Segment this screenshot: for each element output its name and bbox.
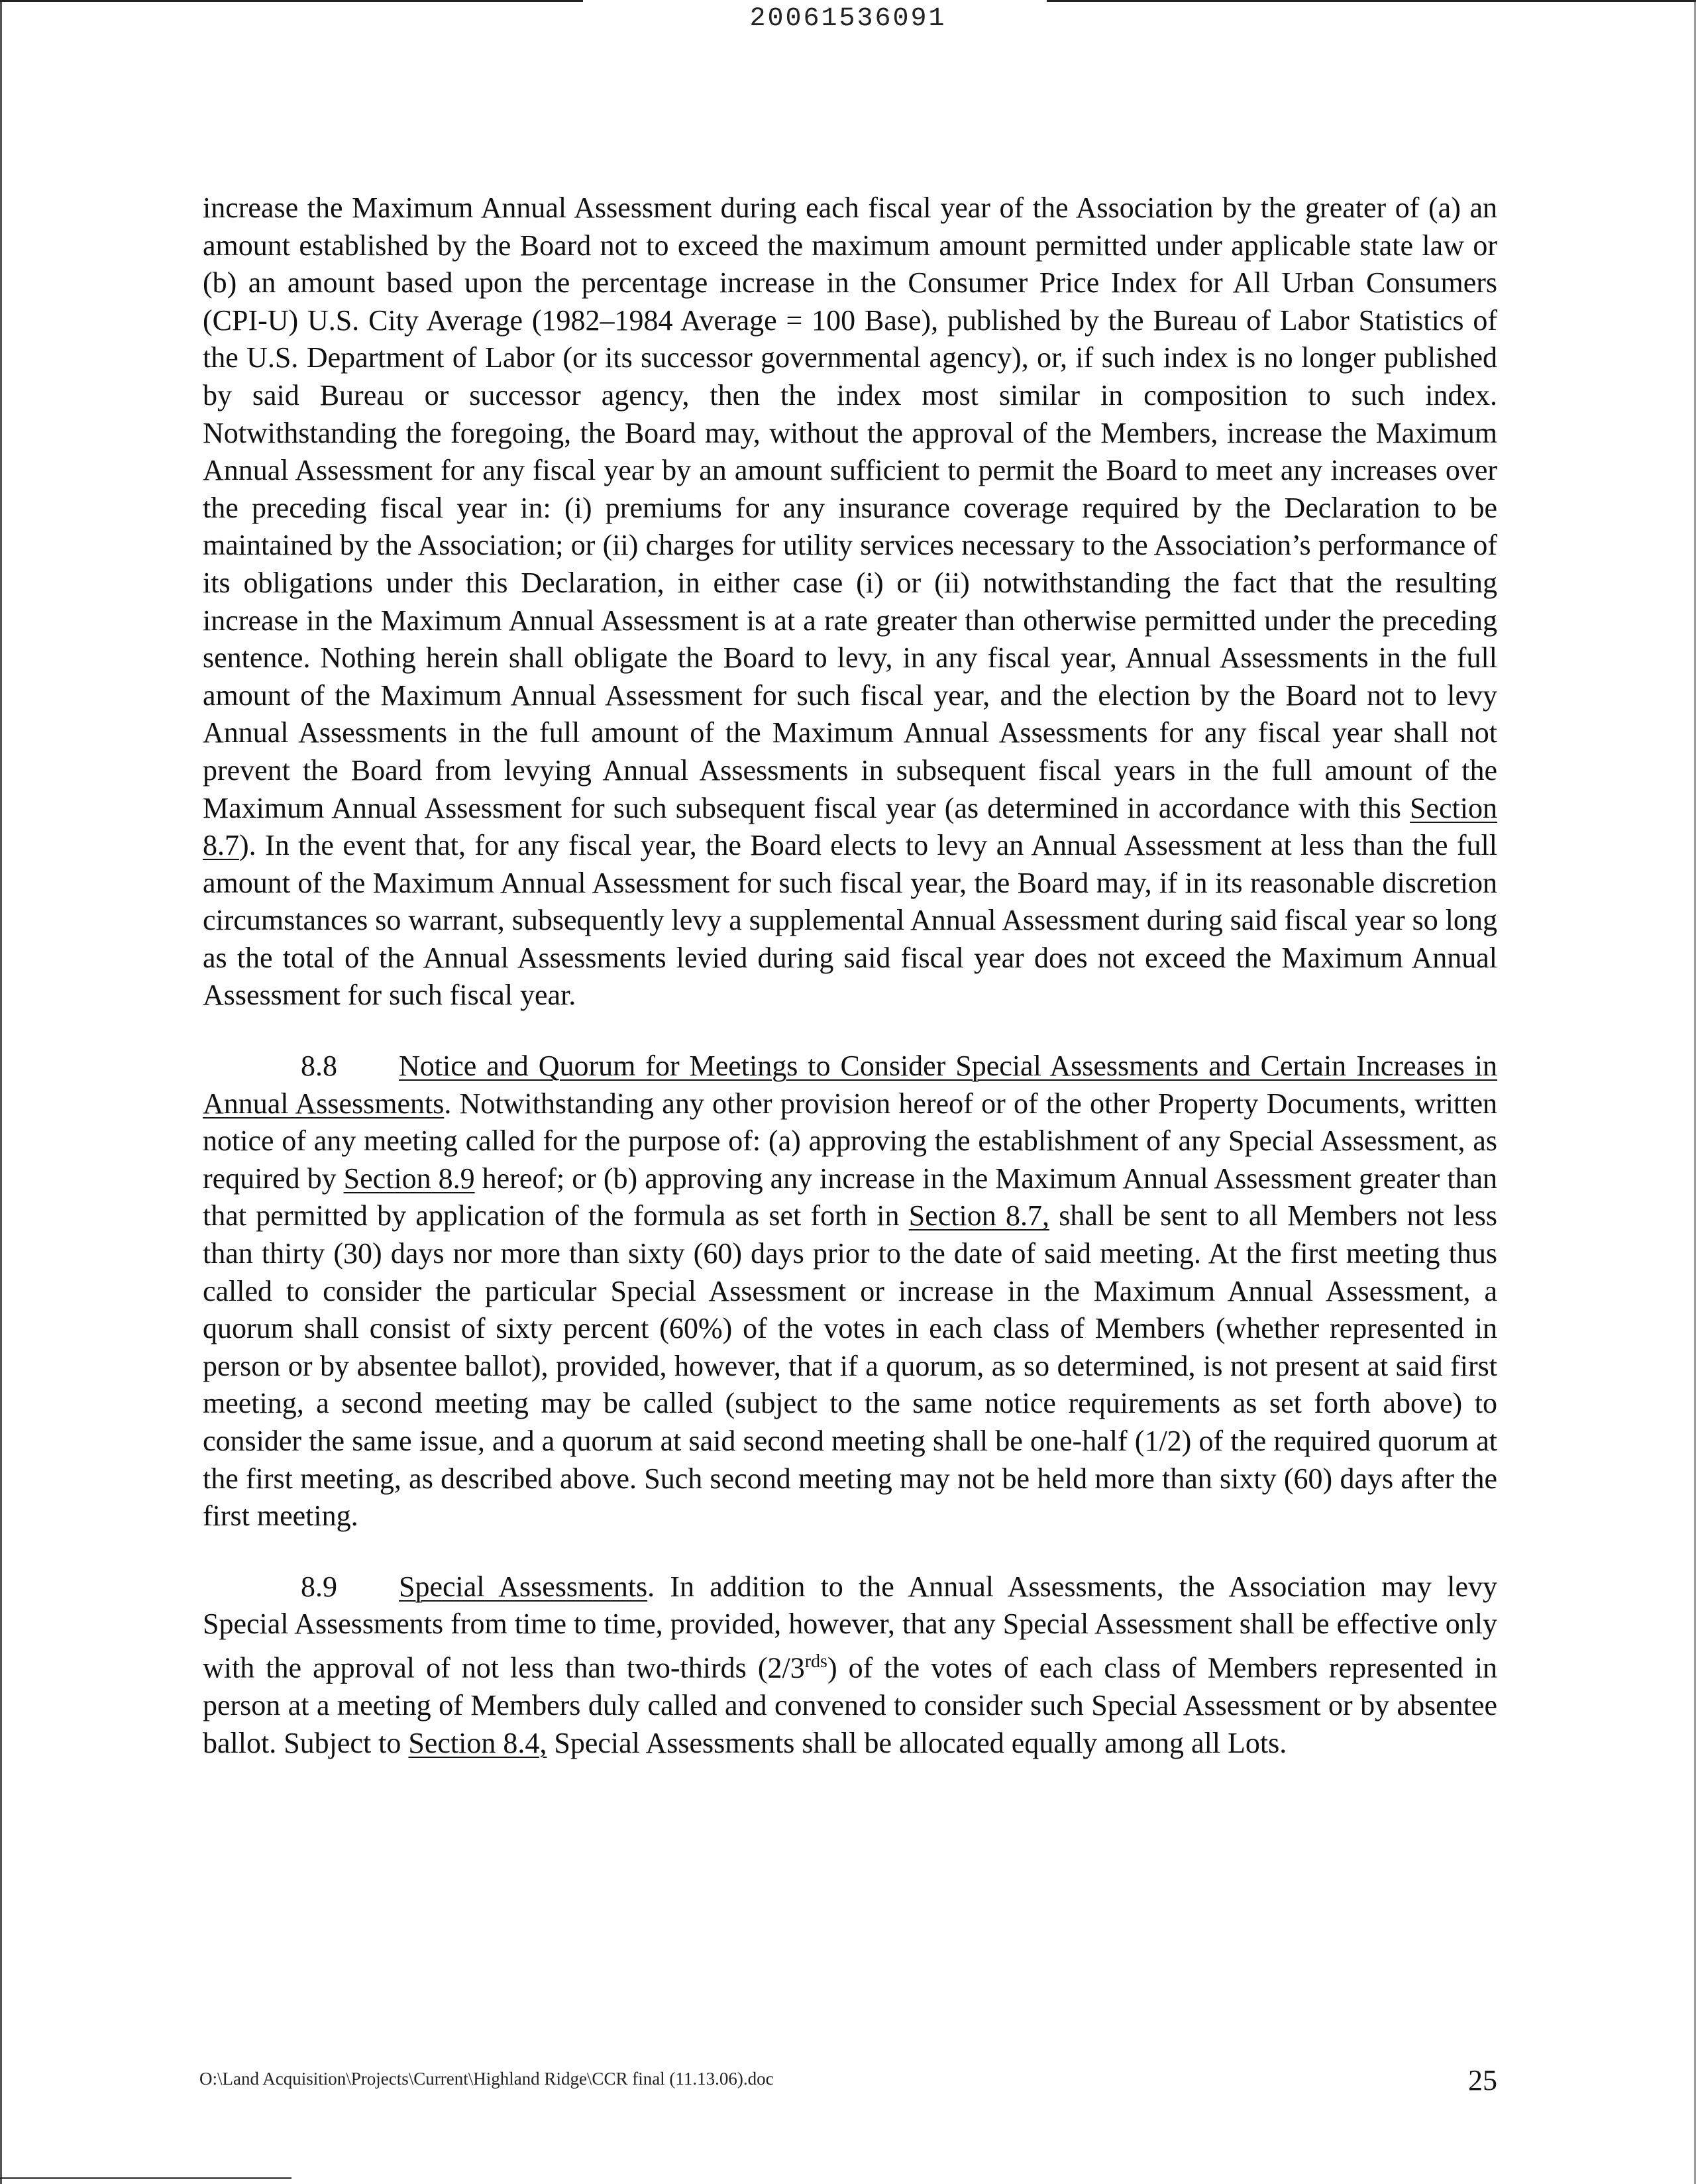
- footer-file-path: O:\Land Acquisition\Projects\Current\Highland Ridge\CCR final (11.13.06).doc: [199, 2069, 774, 2089]
- continuation-paragraph: [203, 190, 1497, 1014]
- top-rule-right: [1047, 0, 1696, 2]
- section-8-8-paragraph: [203, 1048, 1497, 1535]
- section-8-7-reference: Section 8.7: [203, 791, 1498, 862]
- section-8-9-title: Special Assessments: [399, 1570, 648, 1603]
- section-8-9-paragraph: [203, 1568, 1497, 1763]
- continuation-text-b: accordance with this: [1158, 791, 1401, 824]
- section-8-9-number: 8.9: [301, 1570, 337, 1603]
- section-8-8-text-a: . Notwithstanding any other provision hereof or of the other Property Documents, written notice of any meeting called for the purpose of: (a) approving the establishment of any Special Assessment, as required by: [203, 1087, 1498, 1195]
- section-8-8-title: Notice and Quorum for Meetings to Consider Special Assessments and Certain Increases in Annual Assessments: [203, 1050, 1497, 1120]
- page-number: 25: [1468, 2064, 1497, 2097]
- section-8-9-text-b: ) of the votes of each class of Members represented in person at a meeting of Members duly called and convened to consider such Special Assessment or by absentee ballot. Subject to: [203, 1651, 1497, 1759]
- section-8-4-reference: Section 8.4,: [408, 1726, 547, 1759]
- continuation-text-c: ). In the event that, for any fiscal year, the Board elects to levy an Annual Assessment at less than the full amount of the Maximum Annual Assessment for such fiscal year, the Board may, if in its reasonable discretion circumstances so warrant, subsequently levy a supplemental Annual Assessment during said fiscal year so long as the total of the Annual Assessments levied during said fiscal year does not exceed the Maximum Annual Assessment for such fiscal year.: [203, 829, 1497, 1012]
- superscript-rds: rds: [804, 1651, 827, 1672]
- section-8-8-text-c: shall be sent to all Members not less than thirty (30) days nor more than sixty (60) days prior to the date of said meeting. At the first meeting thus called to consider the particular Special Assessment or increase in the Maximum Annual Assessment, a quorum shall consist of sixty percent (60%) of the votes in each class of Members (whether represented in person or by absentee ballot), provided, however, that if a quorum, as so determined, is not present at said first meeting, a second meeting may be called (subject to the same notice requirements as set forth above) to consider the same issue, and a quorum at said second meeting shall be one-half (1/2) of the required quorum at the first meeting, as described above. Such second meeting may not be held more than sixty (60) days after the first meeting.: [203, 1199, 1498, 1533]
- scan-left-edge: [0, 0, 2, 2184]
- bottom-rule: [0, 2177, 292, 2179]
- section-8-8-text-b: hereof; or (b) approving any increase in the Maximum Annual Assessment greater than that permitted by application of the formula as set forth in: [203, 1162, 1497, 1232]
- section-8-7-reference-2: Section 8.7,: [908, 1199, 1049, 1232]
- section-8-9-text-a: . In addition to the Annual Assessments, the Association may levy Special Assessments from time to time, provided, however, that any Special Assessment shall be effective only with the approval of not less than two-thirds (2/3: [203, 1570, 1497, 1684]
- section-8-9-text-c: Special Assessments shall be allocated equally among all Lots.: [547, 1726, 1287, 1759]
- section-8-8-number: 8.8: [301, 1050, 337, 1083]
- continuation-text: increase the Maximum Annual Assessment during each fiscal year of the Association by the greater of (a) an amount established by the Board not to exceed the maximum amount permitted under applicable state law or (b) an amount based upon the percentage increase in the Consumer Price Index for All Urban Consumers (CPI-U) U.S. City Average (1982–1984 Average = 100 Base), published by the Bureau of Labor Statistics of the U.S. Department of Labor (or its successor governmental agency), or, if such index is no longer published by said Bureau or successor agency, then the index most similar in composition to such index. Notwithstanding the foregoing, the Board may, without the approval of the Members, increase the Maximum Annual Assessment for any fiscal year by an amount sufficient to permit the Board to meet any increases over the preceding fiscal year in: (i) premiums for any insurance coverage required by the Declaration to be maintained by the Association; or (ii) charges for utility services necessary to the Association’s performance of its obligations under this Declaration, in either case (i) or (ii) notwithstanding the fact that the resulting increase in the Maximum Annual Assessment is at a rate greater than otherwise permitted under the preceding sentence. Nothing herein shall obligate the Board to levy, in any fiscal year, Annual Assessments in the full amount of the Maximum Annual Assessment for such fiscal year, and the election by the Board not to levy Annual Assessments in the full amount of the Maximum Annual Assessments for any fiscal year shall not prevent the Board from levying Annual Assessments in subsequent fiscal years in the full amount of the Maximum Annual Assessment for such subsequent fiscal year (as determined in: [203, 191, 1497, 824]
- document-number: 20061536091: [749, 4, 947, 34]
- section-8-9-reference: Section 8.9: [343, 1162, 475, 1195]
- top-rule-left: [0, 0, 583, 2]
- page-body: [203, 190, 1497, 1762]
